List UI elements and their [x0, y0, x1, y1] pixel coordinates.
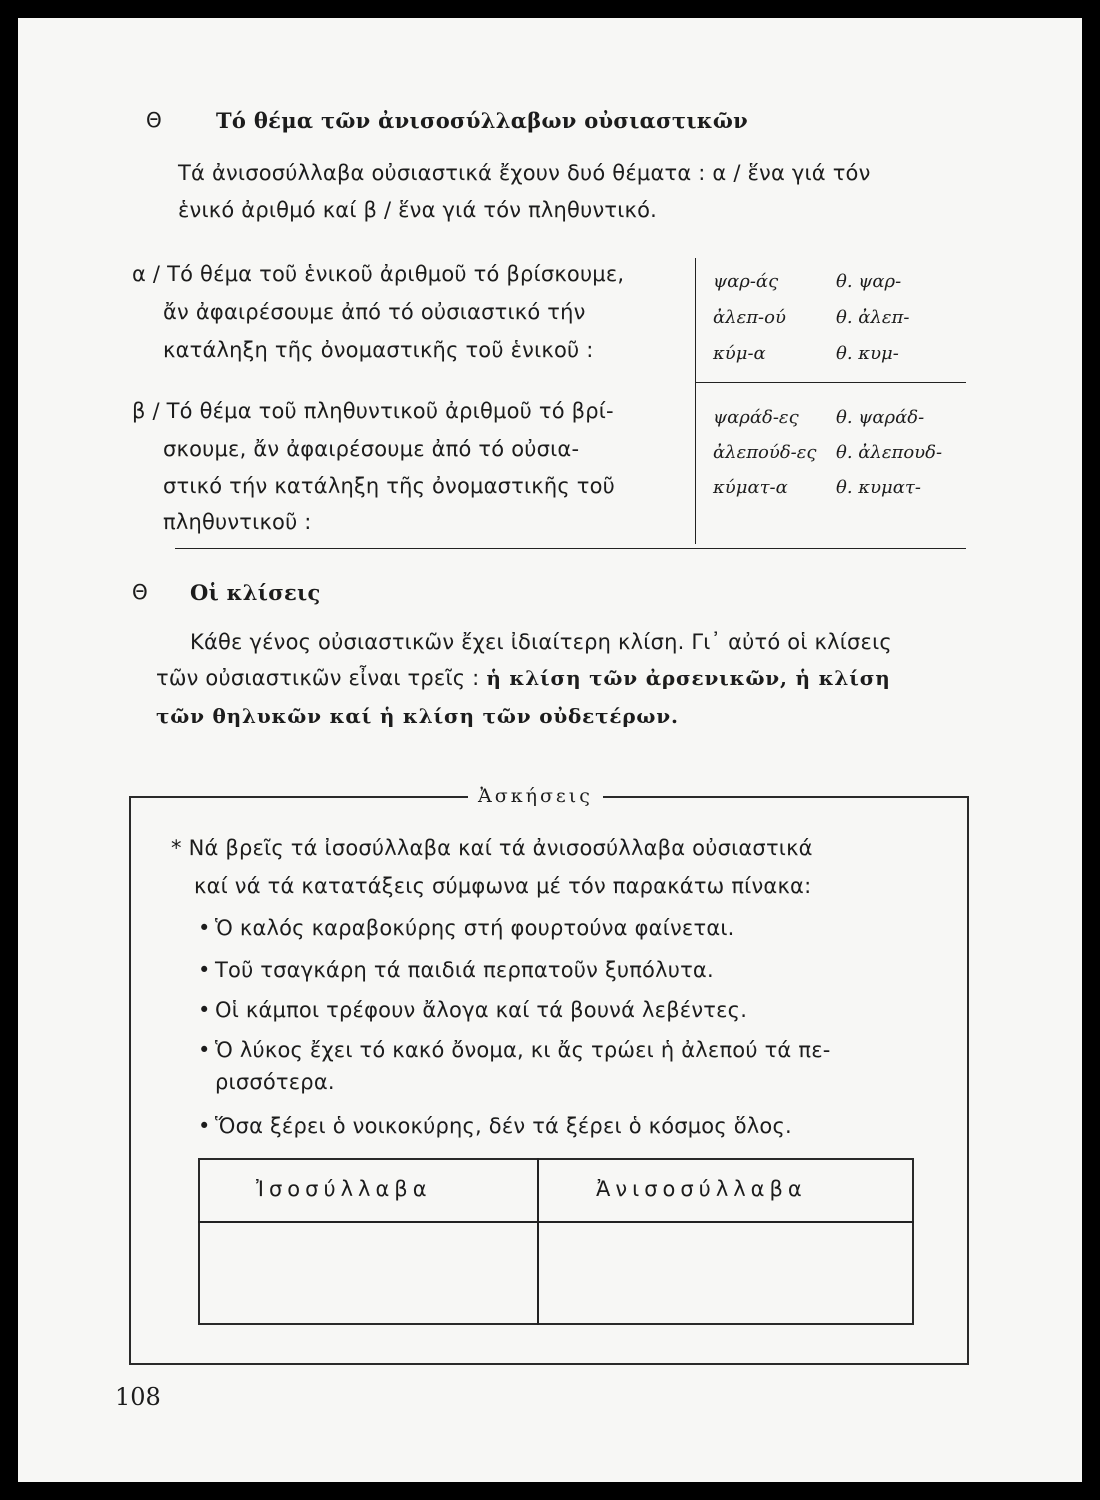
plural-line-3: στικό τήν κατάληξη τῆς ὀνομαστικῆς τοῦ — [163, 474, 616, 498]
example-word: ψαράδ-ες — [713, 407, 799, 428]
sentence-bullet: • — [198, 1038, 211, 1062]
exercise-instruction-2: καί νά τά κατατάξεις σύμφωνα μέ τόν παρακάτω πίνακα: — [194, 874, 812, 898]
sentence-bullet: • — [198, 998, 211, 1022]
singular-line-1: α / Τό θέμα τοῦ ἑνικοῦ ἀριθμοῦ τό βρίσκουμε, — [132, 262, 625, 286]
book-page — [18, 18, 1082, 1482]
sentence-bullet: • — [198, 958, 211, 982]
example-word: κύματ-α — [713, 477, 788, 498]
sentence-continuation: ρισσότερα. — [215, 1070, 335, 1094]
example-stem: θ. ἀλεπουδ- — [836, 442, 943, 463]
sentence: Ὁ καλός καραβοκύρης στή φουρτούνα φαίνεται. — [215, 916, 735, 940]
sentence: Ὁ λύκος ἔχει τό κακό ὄνομα, κι ἄς τρώει ἡ ἀλεπού τά πε- — [215, 1038, 831, 1062]
intro-line-2: ἑνικό ἀριθμό καί β / ἕνα γιά τόν πληθυντικό. — [178, 198, 658, 222]
plural-line-2: σκουμε, ἄν ἀφαιρέσουμε ἀπό τό οὐσια- — [163, 437, 580, 461]
example-stem: θ. κυμ- — [836, 343, 899, 364]
table-cell-isosyllabic[interactable] — [200, 1224, 536, 1323]
table-header-anisosyllabic: Ἀνισοσύλλαβα — [596, 1177, 807, 1201]
page-number: 108 — [115, 1383, 161, 1411]
sentence: Ὅσα ξέρει ὁ νοικοκύρης, δέν τά ξέρει ὁ κόσμος ὅλος. — [215, 1114, 792, 1138]
example-word: ἀλεπούδ-ες — [713, 442, 817, 463]
declension-line-3: τῶν θηλυκῶν καί ἡ κλίση τῶν οὐδετέρων. — [156, 704, 679, 728]
declension-line-1: Κάθε γένος οὐσιαστικῶν ἔχει ἰδιαίτερη κλίση. Γι᾽ αὐτό οἱ κλίσεις — [190, 630, 892, 654]
exercise-instruction-1: * Νά βρεῖς τά ἰσοσύλλαβα καί τά ἀνισοσύλλαβα οὐσιαστικά — [171, 836, 813, 860]
exercises-title: Ἀσκήσεις — [468, 785, 603, 807]
sentence-bullet: • — [198, 916, 211, 940]
example-stem: θ. κυματ- — [836, 477, 921, 498]
plural-line-4: πληθυντικοῦ : — [163, 510, 312, 534]
section-symbol: Θ — [132, 580, 148, 604]
singular-line-2: ἄν ἀφαιρέσουμε ἀπό τό οὐσιαστικό τήν — [163, 300, 586, 324]
section-symbol: Θ — [146, 108, 162, 132]
example-stem: θ. ἀλεπ- — [836, 307, 910, 328]
example-word: ψαρ-άς — [713, 271, 779, 292]
section-title: Τό θέμα τῶν ἀνισοσύλλαβων οὐσιαστικῶν — [216, 108, 748, 133]
table-cell-anisosyllabic[interactable] — [540, 1224, 912, 1323]
sentence: Τοῦ τσαγκάρη τά παιδιά περπατοῦν ξυπόλυτα. — [215, 958, 714, 982]
plural-line-1: β / Τό θέμα τοῦ πληθυντικοῦ ἀριθμοῦ τό βρί- — [132, 399, 614, 423]
example-separator — [695, 382, 966, 383]
table-header-divider — [198, 1221, 914, 1223]
declension-bold: ἡ κλίση τῶν ἀρσενικῶν, ἡ κλίση — [486, 666, 891, 690]
table-header-isosyllabic: Ἰσοσύλλαβα — [256, 1177, 432, 1201]
singular-line-3: κατάληξη τῆς ὀνομαστικῆς τοῦ ἑνικοῦ : — [163, 338, 594, 362]
section-title: Οἱ κλίσεις — [190, 580, 321, 605]
sentence-bullet: • — [198, 1114, 211, 1138]
rule-divider — [175, 548, 966, 549]
declension-plain: τῶν οὐσιαστικῶν εἶναι τρεῖς : — [156, 666, 480, 690]
example-word: ἀλεπ-ού — [713, 307, 786, 328]
intro-line-1: Τά ἀνισοσύλλαβα οὐσιαστικά ἔχουν δυό θέματα : α / ἕνα γιά τόν — [178, 161, 871, 185]
example-word: κύμ-α — [713, 343, 766, 364]
table-column-divider — [537, 1158, 539, 1325]
example-stem: θ. ψαράδ- — [836, 407, 925, 428]
example-stem: θ. ψαρ- — [836, 271, 902, 292]
sentence: Οἱ κάμποι τρέφουν ἄλογα καί τά βουνά λεβέντες. — [215, 998, 748, 1022]
example-divider — [695, 258, 696, 544]
declension-line-2 — [156, 666, 891, 690]
